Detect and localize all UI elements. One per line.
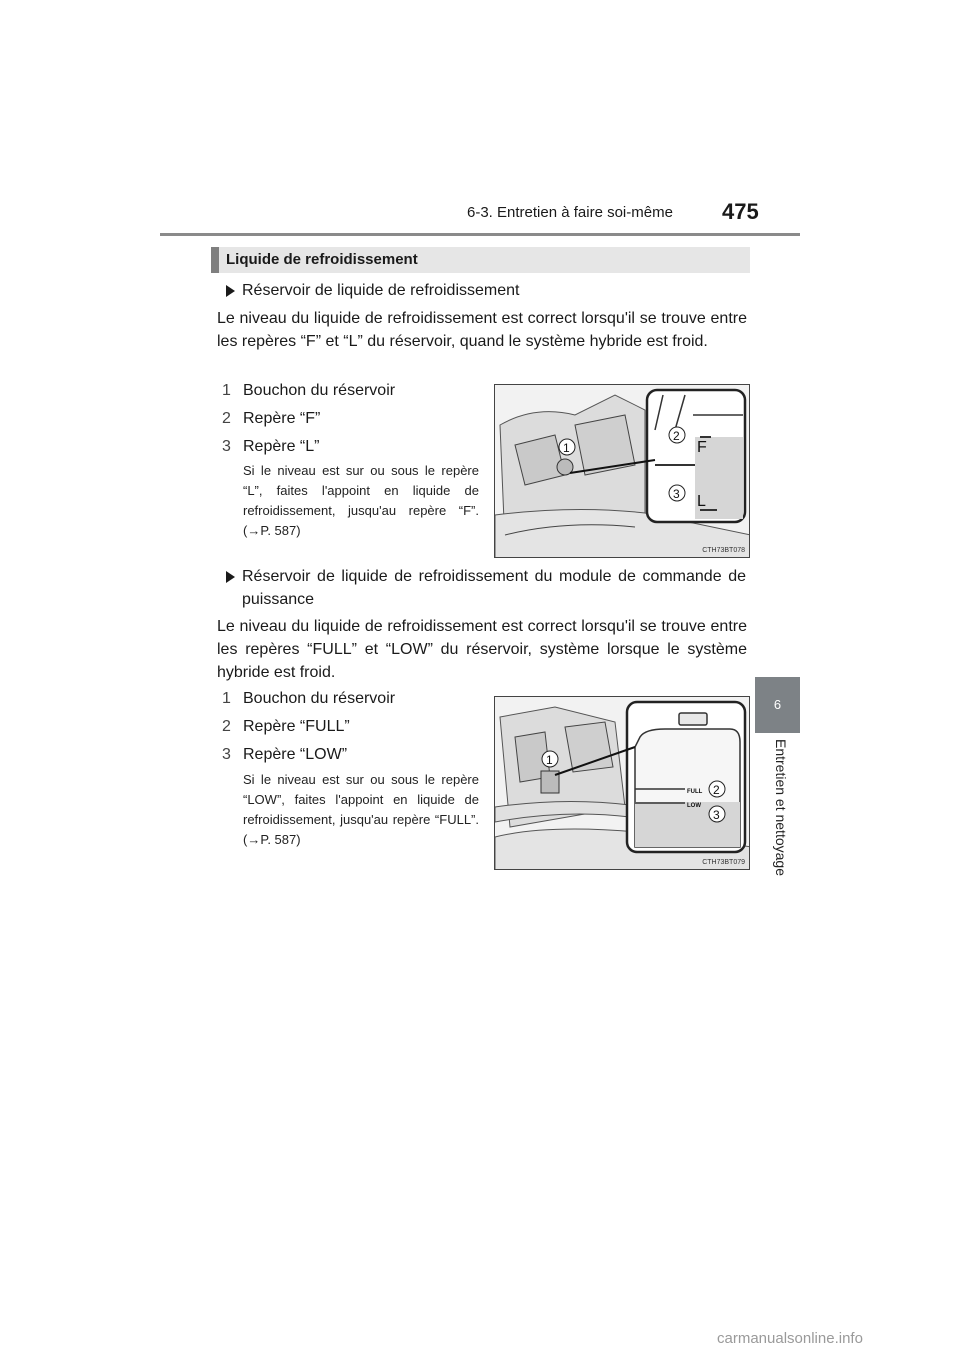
header-section-title: 6-3. Entretien à faire soi-même [467, 204, 673, 221]
item-label: Repère “F” [243, 410, 321, 427]
item-label: Bouchon du réservoir [243, 690, 396, 707]
block2-figure [494, 696, 750, 870]
callout-3: 3 [713, 808, 720, 822]
page-number: 475 [722, 199, 759, 224]
callout-1: 1 [563, 441, 570, 455]
callout-2: 2 [713, 783, 720, 797]
block2-heading [226, 565, 746, 611]
section-title: Liquide de refroidissement [226, 251, 418, 268]
bullet-triangle-icon [226, 285, 235, 297]
item-label: Repère “FULL” [243, 718, 350, 735]
block1-figure [494, 384, 750, 558]
item-number: 3 [222, 438, 231, 455]
block1-heading-text: Réservoir de liquide de refroidissement [242, 282, 520, 299]
mark-low-label: LOW [687, 803, 701, 809]
block2-paragraph: Le niveau du liquide de refroidissement est correct lorsqu'il se trouve entre les repères “FULL” et “LOW” du réservoir, système lorsque le système hybride est froid. [217, 618, 747, 681]
header-rule [160, 233, 800, 236]
chapter-tab [755, 677, 800, 733]
block1-paragraph: Le niveau du liquide de refroidissement est correct lorsqu'il se trouve entre les repères “F” et “L” du réservoir, quand le système hybride est froid. [217, 310, 747, 350]
mark-f-label: F [697, 439, 707, 456]
block2-item-3 [222, 745, 347, 765]
item-number: 1 [222, 690, 231, 707]
figure-code: CTH73BT079 [702, 859, 745, 866]
item-label: Repère “L” [243, 438, 320, 455]
callout-2: 2 [673, 429, 680, 443]
chapter-number: 6 [773, 697, 782, 712]
item-number: 3 [222, 746, 231, 763]
figure-code: CTH73BT078 [702, 547, 745, 554]
engine-bay-illustration-1 [495, 385, 750, 558]
block1-item-2 [222, 409, 320, 429]
watermark: carmanualsonline.info [717, 1330, 863, 1347]
block1-note: Si le niveau est sur ou sous le repère “L”, faites l'appoint en liquide de refroidissement, jusqu'au repère “F”. (→P. 587) [243, 463, 479, 538]
block1-item-3 [222, 437, 319, 457]
block2-note: Si le niveau est sur ou sous le repère “LOW”, faites l'appoint en liquide de refroidissement, jusqu'au repère “FULL”. (→P. 587) [243, 772, 479, 847]
mark-l-label: L [697, 493, 706, 510]
block2-heading-text: Réservoir de liquide de refroidissement du module de commande de puissance [242, 568, 746, 608]
item-label: Repère “LOW” [243, 746, 348, 763]
callout-3: 3 [673, 487, 680, 501]
engine-bay-illustration-2 [495, 697, 750, 870]
block2-item-2 [222, 717, 350, 737]
callout-1: 1 [546, 753, 553, 767]
chapter-title: Entretien et nettoyage [773, 739, 789, 876]
item-number: 2 [222, 718, 231, 735]
item-number: 2 [222, 410, 231, 427]
bullet-triangle-icon [226, 571, 235, 583]
item-number: 1 [222, 382, 231, 399]
mark-full-label: FULL [687, 789, 703, 795]
block1-item-1 [222, 381, 395, 401]
chapter-title-wrap [755, 733, 800, 893]
item-label: Bouchon du réservoir [243, 382, 396, 399]
section-heading-bar [211, 247, 750, 273]
block1-heading [226, 279, 746, 302]
block2-item-1 [222, 689, 395, 709]
